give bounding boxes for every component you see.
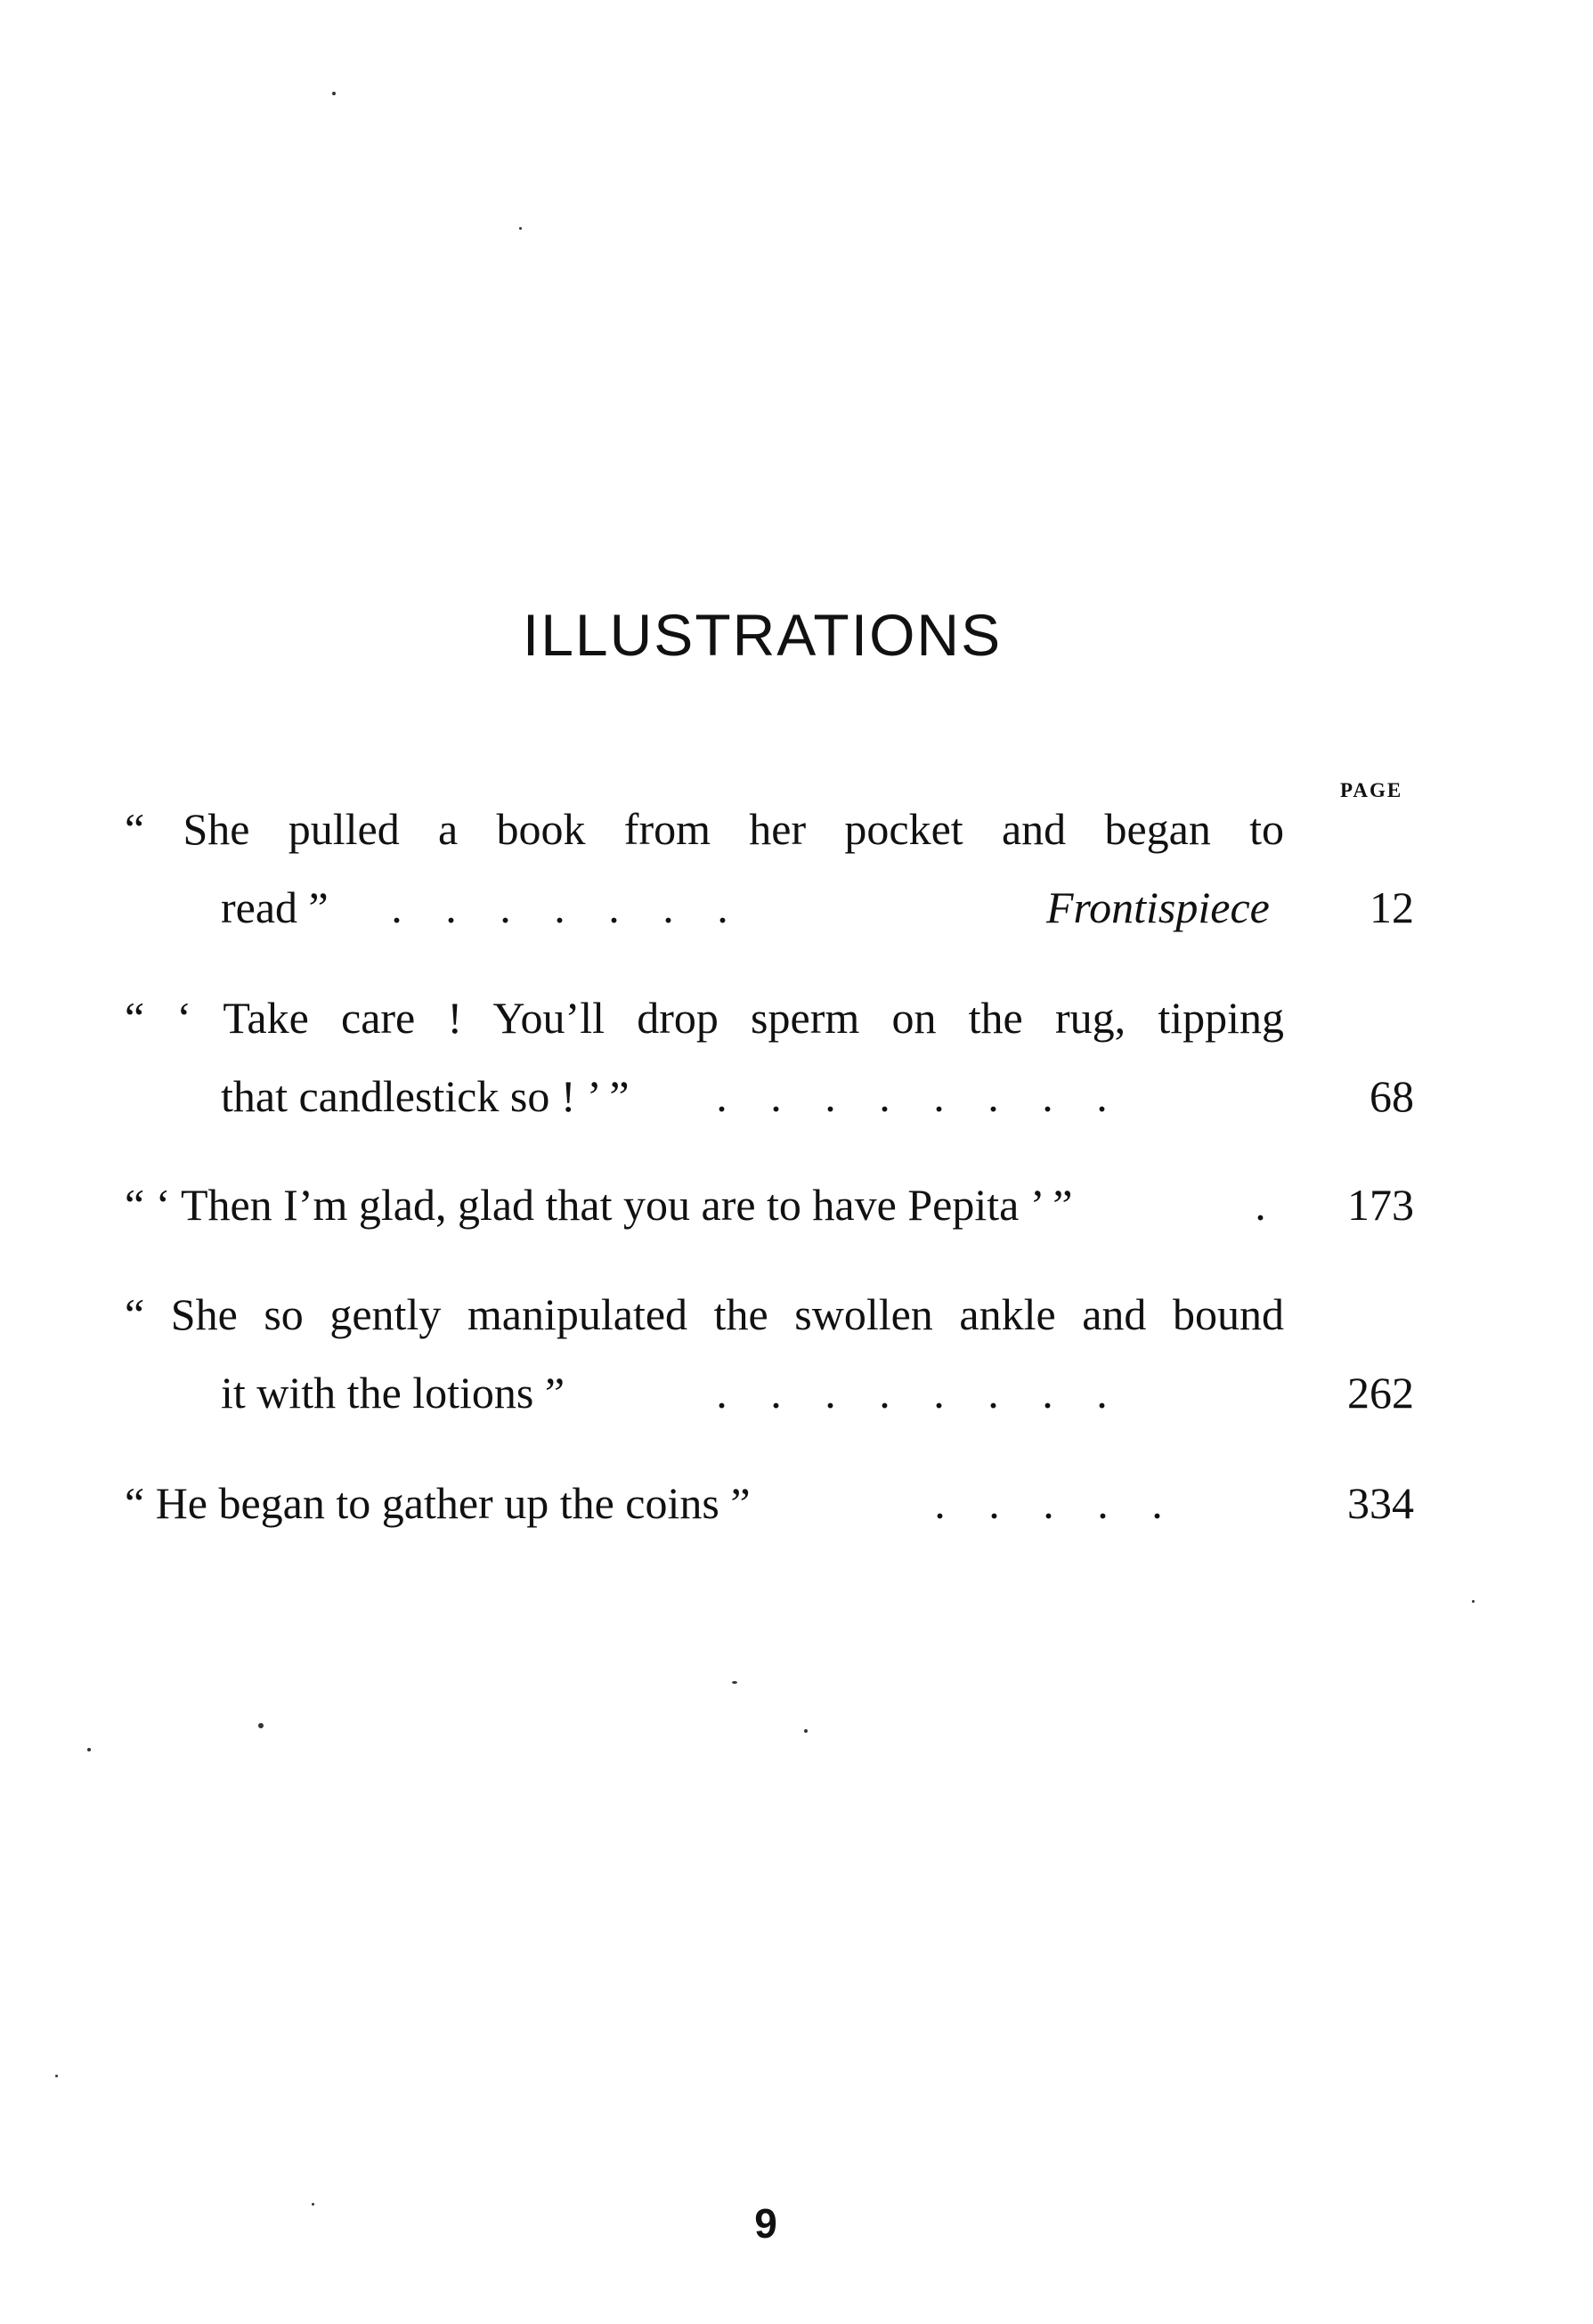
- scan-speck: [312, 2203, 314, 2206]
- caption-line-1: “ He began to gather up the coins ”: [125, 1478, 751, 1528]
- entry-line: [125, 1464, 1414, 1542]
- dot-leaders: [913, 1464, 1184, 1542]
- illustration-entry: [125, 1275, 1414, 1432]
- caption-line-2: it with the lotions ”: [221, 1368, 565, 1418]
- leader-dot: .: [1255, 1180, 1266, 1230]
- leader-dot: .: [1096, 1368, 1108, 1418]
- scan-speck: [258, 1723, 264, 1728]
- leader-dot: .: [716, 1368, 727, 1418]
- leader-dot: .: [1042, 1368, 1053, 1418]
- leader-dot: .: [608, 882, 620, 932]
- leader-dot: .: [1096, 1071, 1108, 1121]
- leader-dot: .: [716, 1071, 727, 1121]
- entry-line: [125, 1166, 1414, 1244]
- dot-leaders: [370, 868, 750, 947]
- caption-line-1: “ ‘ Then I’m glad, glad that you are to have Pepita ’ ”: [125, 1180, 1073, 1230]
- dot-leaders: [695, 1057, 1129, 1135]
- page-number: 12: [1369, 882, 1414, 932]
- leader-dot: .: [770, 1071, 782, 1121]
- caption-line-2: that candlestick so ! ’ ”: [221, 1071, 630, 1121]
- leader-dot: .: [1043, 1478, 1054, 1528]
- illustration-entry: [125, 979, 1414, 1135]
- entry-line: [125, 1057, 1414, 1135]
- page-number: 262: [1347, 1368, 1414, 1418]
- leader-dot: .: [662, 882, 674, 932]
- leader-dot: .: [1097, 1478, 1109, 1528]
- illustration-entry: [125, 790, 1414, 947]
- scan-speck: [519, 227, 522, 230]
- entry-line: [125, 868, 1414, 947]
- entry-line: [125, 1275, 1414, 1353]
- leader-dot: .: [934, 1478, 946, 1528]
- folio-page-number: 9: [754, 2200, 777, 2247]
- leader-dot: .: [1042, 1071, 1053, 1121]
- scan-speck: [332, 92, 336, 95]
- caption-line-2: read ”: [221, 882, 329, 932]
- leader-dot: .: [879, 1368, 890, 1418]
- scan-speck: [55, 2075, 58, 2077]
- leader-dot: .: [933, 1368, 945, 1418]
- scan-speck: [87, 1748, 91, 1751]
- scan-speck: [1472, 1600, 1475, 1603]
- leader-dot: .: [879, 1071, 890, 1121]
- leader-dot: .: [825, 1368, 836, 1418]
- leader-dot: .: [987, 1368, 999, 1418]
- leader-dot: .: [445, 882, 457, 932]
- plate-label: Frontispiece: [1046, 882, 1270, 932]
- caption-line-1: “ ‘ Take care ! You’ll drop sperm on the rug, tipping: [125, 993, 1284, 1043]
- page-number: 68: [1369, 1071, 1414, 1121]
- page-number: 334: [1347, 1478, 1414, 1528]
- scan-speck: [804, 1729, 808, 1733]
- leader-dot: .: [987, 1071, 999, 1121]
- leader-dot: .: [717, 882, 728, 932]
- illustration-entry: [125, 1166, 1414, 1244]
- page-title: ILLUSTRATIONS: [522, 602, 1003, 668]
- page-number: 173: [1347, 1180, 1414, 1230]
- leader-dot: .: [554, 882, 565, 932]
- entry-line: [125, 979, 1414, 1057]
- leader-dot: .: [770, 1368, 782, 1418]
- scan-speck: [732, 1681, 737, 1684]
- leader-dot: .: [391, 882, 402, 932]
- dot-leaders: [1233, 1166, 1288, 1244]
- illustration-entry: [125, 1464, 1414, 1542]
- caption-line-1: “ She pulled a book from her pocket and began to: [125, 804, 1284, 854]
- leader-dot: .: [500, 882, 511, 932]
- caption-line-1: “ She so gently manipulated the swollen ankle and bound: [125, 1289, 1284, 1339]
- dot-leaders: [695, 1353, 1129, 1432]
- leader-dot: .: [933, 1071, 945, 1121]
- entry-line: [125, 1353, 1414, 1432]
- leader-dot: .: [1151, 1478, 1163, 1528]
- page-column-label: PAGE: [1340, 779, 1403, 801]
- leader-dot: .: [825, 1071, 836, 1121]
- leader-dot: .: [988, 1478, 1000, 1528]
- entry-line: [125, 790, 1414, 868]
